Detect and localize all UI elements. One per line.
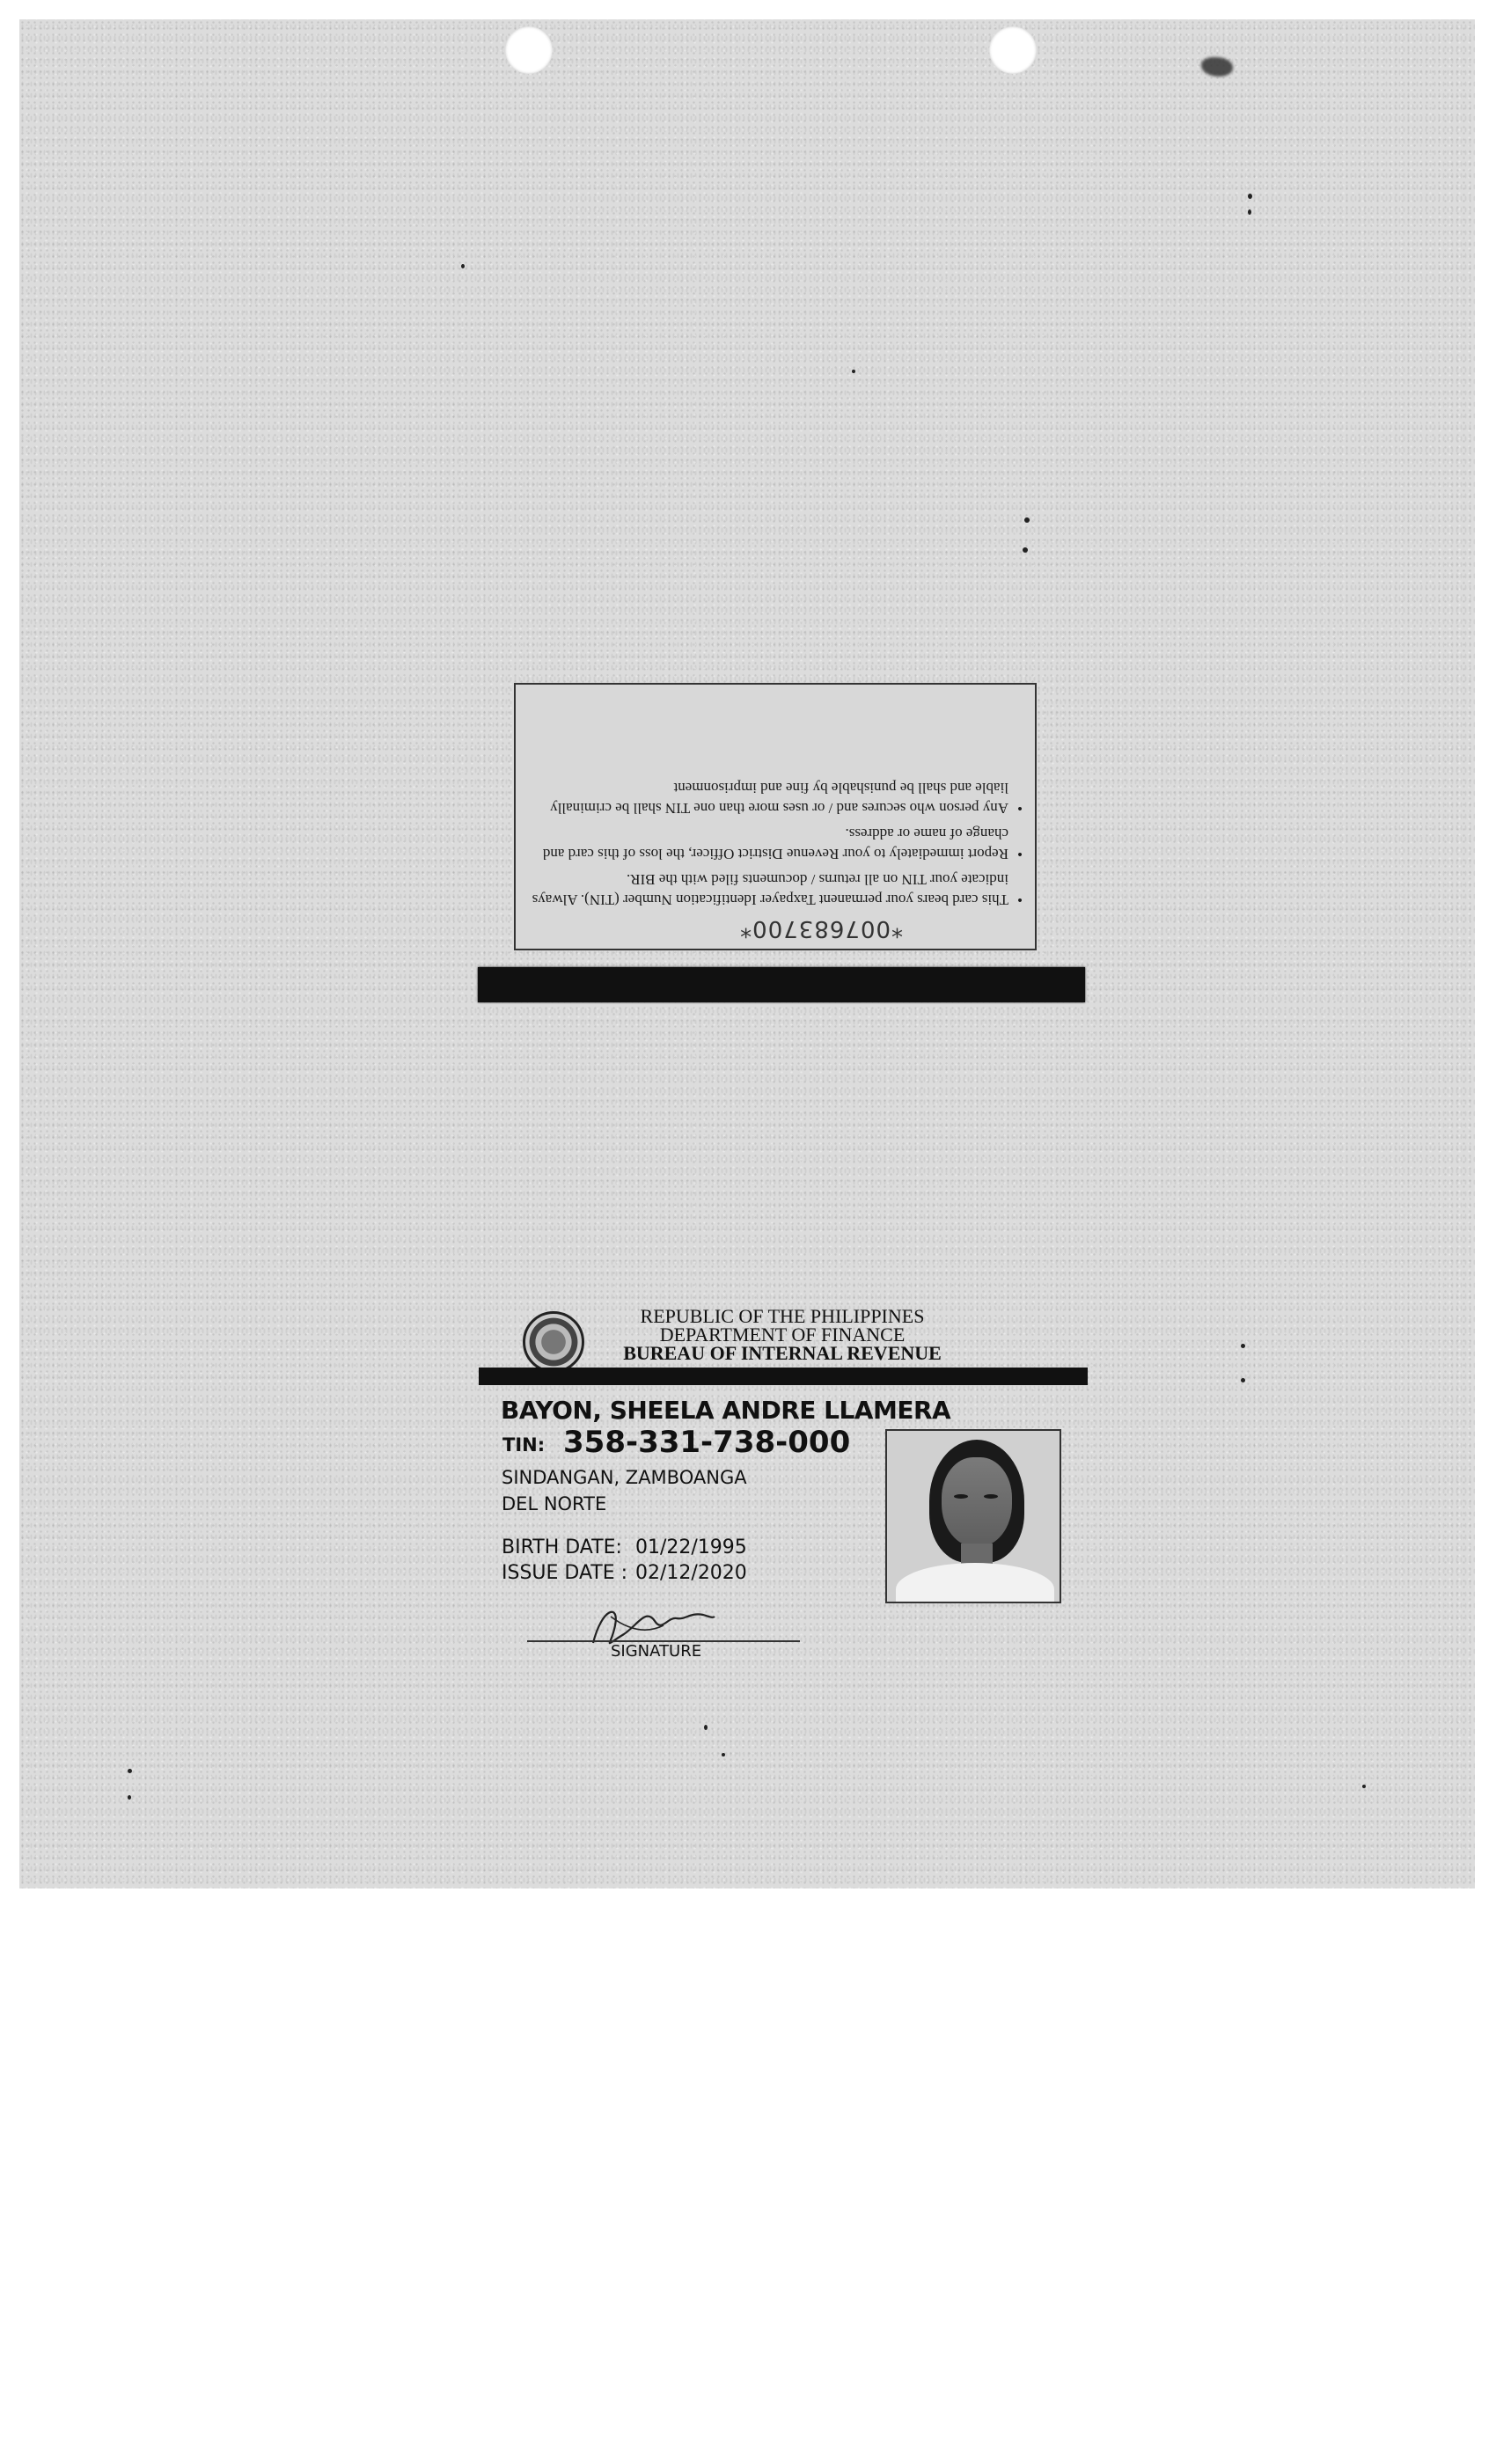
magnetic-strip-bar — [478, 967, 1085, 1002]
speck — [1248, 194, 1252, 199]
tin-label: TIN: — [502, 1434, 546, 1456]
photo-shirt — [896, 1563, 1054, 1603]
issue-date-value: 02/12/2020 — [635, 1562, 747, 1584]
bir-seal-icon — [523, 1311, 584, 1373]
issue-date-row — [502, 1560, 747, 1586]
address-line: DEL NORTE — [502, 1493, 607, 1514]
card-note: • This card bears your permanent Taxpayer Identification Number (TIN). Always indicate your TIN on all returns / documents filed with the BIR. — [530, 869, 1023, 910]
birth-date-row — [502, 1535, 747, 1560]
taxpayer-name: BAYON, SHEELA ANDRE LLAMERA — [501, 1396, 951, 1425]
card-serial-number: *007683700* — [739, 915, 903, 942]
tin-card-back — [514, 683, 1037, 950]
speck — [1023, 547, 1028, 553]
header-divider-bar — [479, 1368, 1088, 1385]
speck — [704, 1725, 708, 1730]
card-note: • Report immediately to your Revenue District Officer, the loss of this card and change of name or address. — [530, 824, 1023, 864]
header-department: DEPARTMENT OF FINANCE — [659, 1324, 906, 1346]
card-dates — [502, 1535, 747, 1586]
speck — [1024, 517, 1030, 523]
card-note: • Any person who secures and / or uses more than one TIN shall be criminally liable and shall be punishable by fine and imprisonment — [530, 778, 1023, 818]
speck — [461, 264, 465, 268]
birth-date-label: BIRTH DATE: — [502, 1536, 622, 1558]
speck — [1241, 1344, 1245, 1348]
card-notes — [530, 773, 1023, 910]
photo-eye — [984, 1494, 998, 1499]
birth-date-value: 01/22/1995 — [635, 1536, 747, 1558]
punch-hole-left — [505, 26, 553, 74]
speck — [128, 1769, 132, 1773]
header-republic: REPUBLIC OF THE PHILIPPINES — [640, 1305, 925, 1327]
header-bureau: BUREAU OF INTERNAL REVENUE — [623, 1342, 942, 1364]
address-line: SINDANGAN, ZAMBOANGA — [502, 1467, 747, 1488]
taxpayer-address — [502, 1464, 766, 1517]
id-photo — [885, 1429, 1061, 1603]
speck — [1248, 209, 1251, 215]
tin-card-front — [479, 1304, 1088, 1674]
signature-label: SIGNATURE — [611, 1642, 702, 1661]
punch-hole-right — [989, 26, 1037, 74]
speck — [1362, 1785, 1366, 1788]
speck — [1241, 1378, 1245, 1382]
photo-face — [942, 1457, 1012, 1547]
speck — [128, 1795, 131, 1800]
speck — [722, 1753, 725, 1756]
issue-date-label: ISSUE DATE : — [502, 1562, 628, 1584]
photo-eye — [954, 1494, 968, 1499]
tin-value: 358-331-738-000 — [563, 1425, 851, 1460]
speck — [852, 370, 855, 373]
